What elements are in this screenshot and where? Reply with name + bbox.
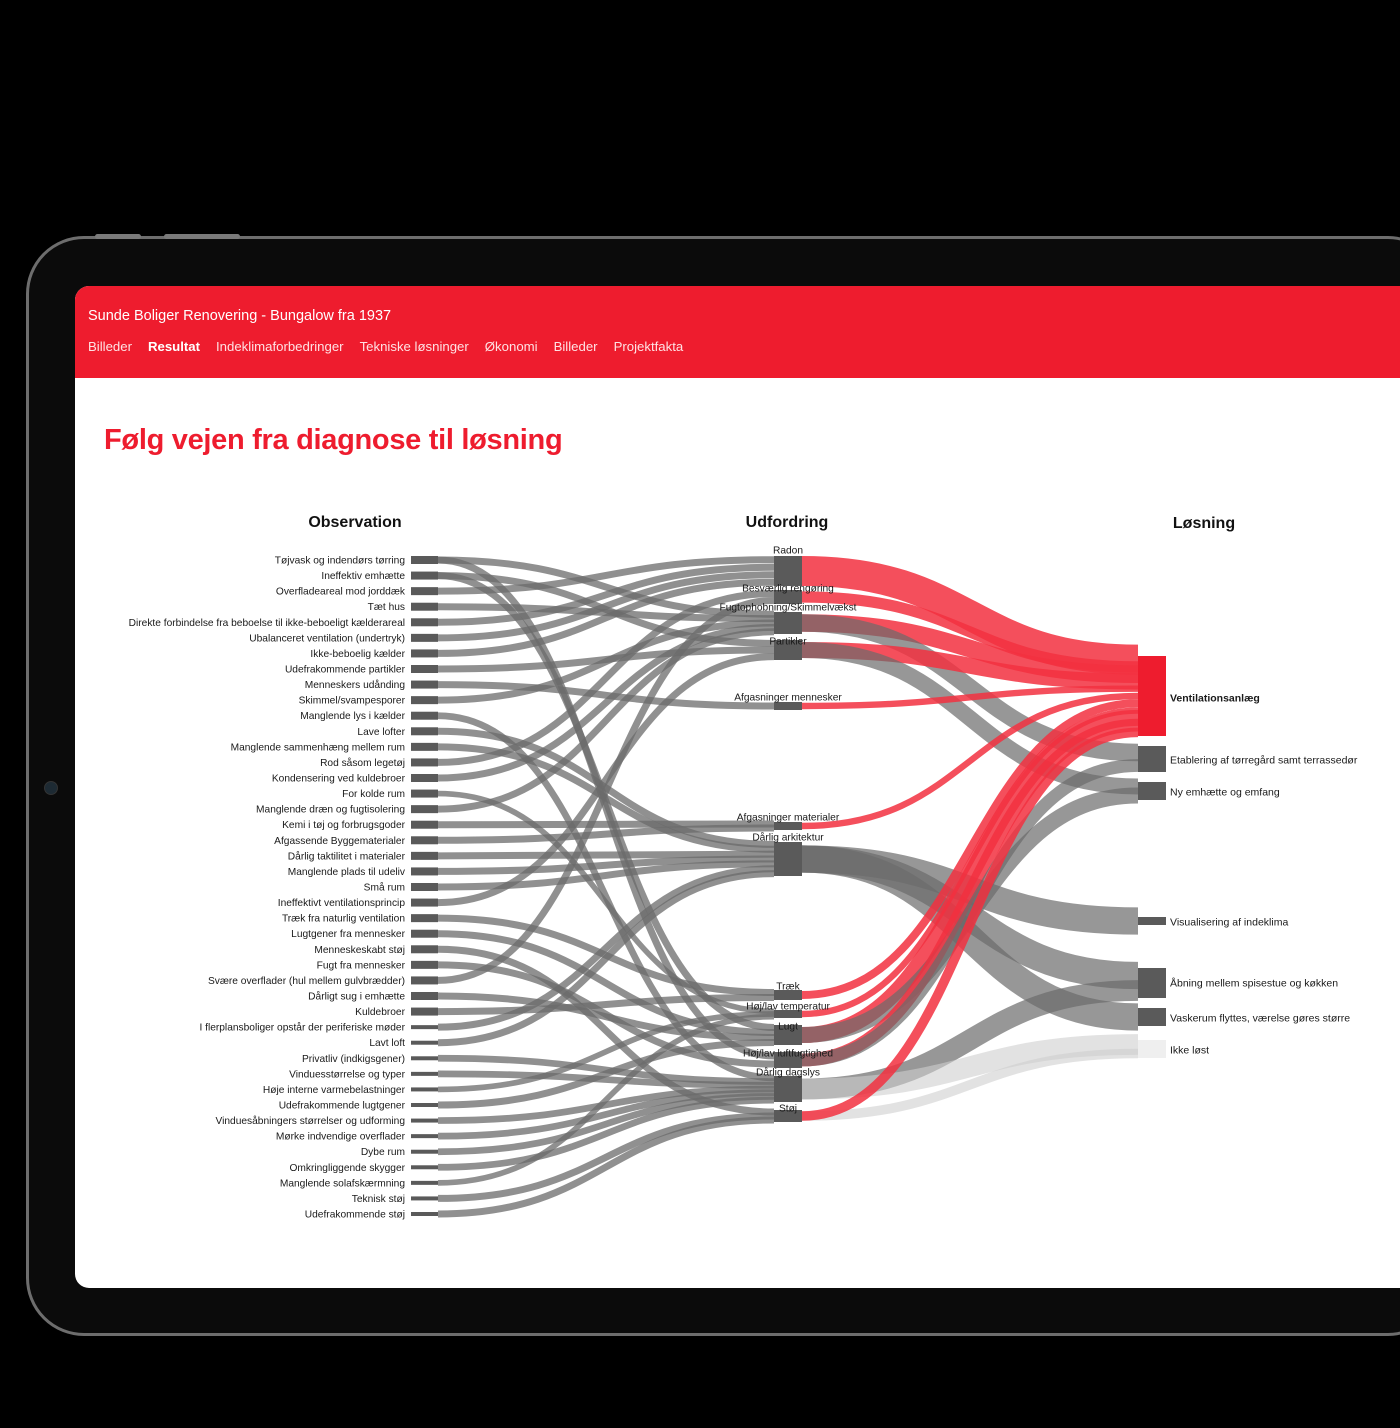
observation-label-36: Vinduesåbningers størrelser og udforming	[215, 1116, 405, 1128]
link-obs-17-to-challenge-5	[438, 824, 774, 825]
observation-label-8: Menneskers udånding	[304, 680, 405, 692]
observation-label-23: Træk fra naturlig ventilation	[281, 913, 405, 925]
observation-label-29: Kuldebroer	[355, 1007, 405, 1019]
solution-node-6[interactable]	[1138, 1040, 1166, 1058]
solution-node-1[interactable]	[1138, 746, 1166, 772]
observation-label-27: Svære overflader (hul mellem gulvbrædder)	[207, 975, 405, 987]
observation-label-39: Omkringliggende skygger	[289, 1162, 405, 1174]
challenge-label-8: Høj/lav temperatur	[746, 1001, 830, 1013]
challenge-label-0: Radon	[772, 545, 804, 557]
observation-node-33[interactable]	[411, 1072, 438, 1076]
observation-node-30[interactable]	[411, 1025, 438, 1029]
observation-node-37[interactable]	[411, 1134, 438, 1138]
observation-label-2: Overfladeareal mod jorddæk	[275, 586, 405, 598]
challenge-label-3: Partikler	[769, 636, 807, 648]
observation-node-32[interactable]	[411, 1056, 438, 1060]
observation-label-0: Tøjvask og indendørs tørring	[274, 555, 405, 567]
observation-node-22[interactable]	[411, 899, 438, 907]
observation-label-38: Dybe rum	[360, 1147, 405, 1159]
challenge-label-6: Dårlig arkitektur	[752, 832, 824, 844]
column-header-challenge: Udfordring	[745, 514, 829, 531]
observation-node-29[interactable]	[411, 1008, 438, 1016]
page-heading: Følg vejen fra diagnose til løsning	[104, 424, 563, 456]
observation-label-35: Udefrakommende lugtgener	[278, 1100, 405, 1112]
observation-label-16: Manglende dræn og fugtisolering	[256, 804, 405, 816]
observation-label-17: Kemi i tøj og forbrugsgoder	[282, 820, 405, 832]
observation-label-24: Lugtgener fra mennesker	[291, 929, 405, 941]
observation-label-19: Dårlig taktilitet i materialer	[287, 851, 405, 863]
observation-node-15[interactable]	[411, 790, 438, 798]
observation-label-20: Manglende plads til udeliv	[287, 866, 405, 878]
solution-label-6: Ikke løst	[1170, 1044, 1210, 1057]
observation-label-9: Skimmel/svampesporer	[298, 695, 405, 707]
observation-node-7[interactable]	[411, 665, 438, 673]
observation-node-0[interactable]	[411, 556, 438, 564]
solution-label-5: Vaskerum flyttes, værelse gøres større	[1170, 1012, 1351, 1025]
observation-label-10: Manglende lys i kælder	[300, 711, 405, 723]
observation-label-21: Små rum	[363, 882, 405, 894]
observation-node-31[interactable]	[411, 1041, 438, 1045]
column-header-observation: Observation	[308, 514, 402, 531]
challenge-label-2: Fugtophobning/Skimmelvækst	[719, 602, 857, 614]
observation-label-31: Lavt loft	[369, 1038, 405, 1050]
observation-label-32: Privatliv (indkigsgener)	[301, 1053, 405, 1065]
solution-node-0[interactable]	[1138, 656, 1166, 736]
observation-label-28: Dårligt sug i emhætte	[308, 991, 405, 1003]
observation-label-33: Vinduesstørrelse og typer	[289, 1069, 405, 1081]
observation-node-42[interactable]	[411, 1212, 438, 1216]
observation-label-4: Direkte forbindelse fra beboelse til ikke-beboeligt kælderareal	[128, 617, 405, 629]
observation-node-1[interactable]	[411, 572, 438, 580]
observation-label-13: Rod såsom legetøj	[320, 757, 405, 769]
observation-node-18[interactable]	[411, 836, 438, 844]
nav-item-2[interactable]: Indeklimaforbedringer	[216, 339, 344, 354]
link-obs-19-to-challenge-6	[438, 854, 774, 856]
solution-node-2[interactable]	[1138, 782, 1166, 800]
challenge-label-11: Dårlig dagslys	[756, 1067, 820, 1079]
observation-label-25: Menneskeskabt støj	[314, 944, 405, 956]
column-header-solution: Løsning	[1172, 515, 1236, 532]
observation-node-8[interactable]	[411, 681, 438, 689]
observation-node-41[interactable]	[411, 1196, 438, 1200]
observation-node-3[interactable]	[411, 603, 438, 611]
observation-label-12: Manglende sammenhæng mellem rum	[230, 742, 405, 754]
observation-label-18: Afgassende Byggematerialer	[274, 835, 405, 847]
nav-item-1[interactable]: Resultat	[147, 339, 201, 354]
nav-item-0[interactable]: Billeder	[88, 339, 132, 354]
observation-node-25[interactable]	[411, 945, 438, 953]
nav-item-6[interactable]: Projektfakta	[613, 339, 684, 354]
observation-label-34: Høje interne varmebelastninger	[262, 1084, 405, 1096]
challenge-label-10: Høj/lav luftfugtighed	[742, 1048, 834, 1060]
observation-node-38[interactable]	[411, 1150, 438, 1154]
solution-node-4[interactable]	[1138, 968, 1166, 998]
observation-node-16[interactable]	[411, 805, 438, 813]
observation-node-4[interactable]	[411, 618, 438, 626]
observation-node-20[interactable]	[411, 867, 438, 875]
observation-node-23[interactable]	[411, 914, 438, 922]
nav-item-5[interactable]: Billeder	[553, 339, 598, 354]
solution-node-3[interactable]	[1138, 917, 1166, 925]
observation-node-12[interactable]	[411, 743, 438, 751]
observation-node-36[interactable]	[411, 1119, 438, 1123]
link-obs-41-to-challenge-12	[438, 1116, 774, 1198]
observation-node-21[interactable]	[411, 883, 438, 891]
observation-label-11: Lave lofter	[357, 726, 405, 738]
observation-label-41: Teknisk støj	[351, 1193, 405, 1205]
nav-item-4[interactable]: Økonomi	[484, 339, 538, 354]
app-title: Sunde Boliger Renovering - Bungalow fra 1937	[88, 308, 392, 324]
observation-label-7: Udefrakommende partikler	[284, 664, 405, 676]
observation-challenge-links	[438, 560, 774, 1214]
observation-node-34[interactable]	[411, 1087, 438, 1091]
challenge-node-0[interactable]	[774, 556, 802, 586]
observation-node-35[interactable]	[411, 1103, 438, 1107]
observation-node-9[interactable]	[411, 696, 438, 704]
observation-label-1: Ineffektiv emhætte	[321, 571, 405, 583]
observation-label-42: Udefrakommende støj	[304, 1209, 405, 1221]
observation-node-2[interactable]	[411, 587, 438, 595]
solution-label-2: Ny emhætte og emfang	[1170, 786, 1280, 799]
challenge-label-9: Lugt	[778, 1021, 798, 1033]
observation-node-13[interactable]	[411, 758, 438, 766]
challenge-label-4: Afgasninger mennesker	[734, 692, 842, 704]
nav-item-3[interactable]: Tekniske løsninger	[359, 339, 469, 354]
observation-label-6: Ikke-beboelig kælder	[310, 648, 405, 660]
observation-node-6[interactable]	[411, 649, 438, 657]
solution-label-3: Visualisering af indeklima	[1170, 916, 1289, 929]
observation-node-14[interactable]	[411, 774, 438, 782]
challenge-node-11[interactable]	[774, 1076, 802, 1102]
observation-node-27[interactable]	[411, 976, 438, 984]
observation-node-40[interactable]	[411, 1181, 438, 1185]
challenge-label-5: Afgasninger materialer	[736, 812, 840, 824]
observation-label-26: Fugt fra mennesker	[316, 960, 405, 972]
observation-label-22: Ineffektivt ventilationsprincip	[277, 898, 405, 910]
solution-label-1: Etablering af tørregård samt terrassedør	[1170, 754, 1358, 767]
observation-node-24[interactable]	[411, 930, 438, 938]
observation-label-14: Kondensering ved kuldebroer	[271, 773, 405, 785]
observation-label-40: Manglende solafskærmning	[279, 1178, 405, 1190]
observation-node-17[interactable]	[411, 821, 438, 829]
observation-label-37: Mørke indvendige overflader	[275, 1131, 405, 1143]
observation-node-26[interactable]	[411, 961, 438, 969]
observation-node-11[interactable]	[411, 727, 438, 735]
challenge-label-1: Besværlig rengøring	[742, 583, 834, 595]
observation-node-39[interactable]	[411, 1165, 438, 1169]
challenge-label-12: Støj	[778, 1103, 798, 1115]
challenge-node-2[interactable]	[774, 612, 802, 634]
observation-label-3: Tæt hus	[367, 602, 405, 614]
observation-node-28[interactable]	[411, 992, 438, 1000]
observation-label-15: For kolde rum	[342, 789, 405, 801]
observation-node-10[interactable]	[411, 712, 438, 720]
observation-node-5[interactable]	[411, 634, 438, 642]
solution-label-0: Ventilationsanlæg	[1170, 692, 1260, 705]
challenge-solution-links	[802, 571, 1138, 1116]
observation-label-30: I flerplansboliger opstår der periferiske møder	[199, 1022, 405, 1034]
challenge-node-6[interactable]	[774, 842, 802, 876]
challenge-label-7: Træk	[776, 981, 800, 993]
observation-label-5: Ubalanceret ventilation (undertryk)	[249, 633, 405, 645]
solution-node-5[interactable]	[1138, 1008, 1166, 1026]
solution-label-4: Åbning mellem spisestue og køkken	[1170, 977, 1339, 990]
observation-node-19[interactable]	[411, 852, 438, 860]
